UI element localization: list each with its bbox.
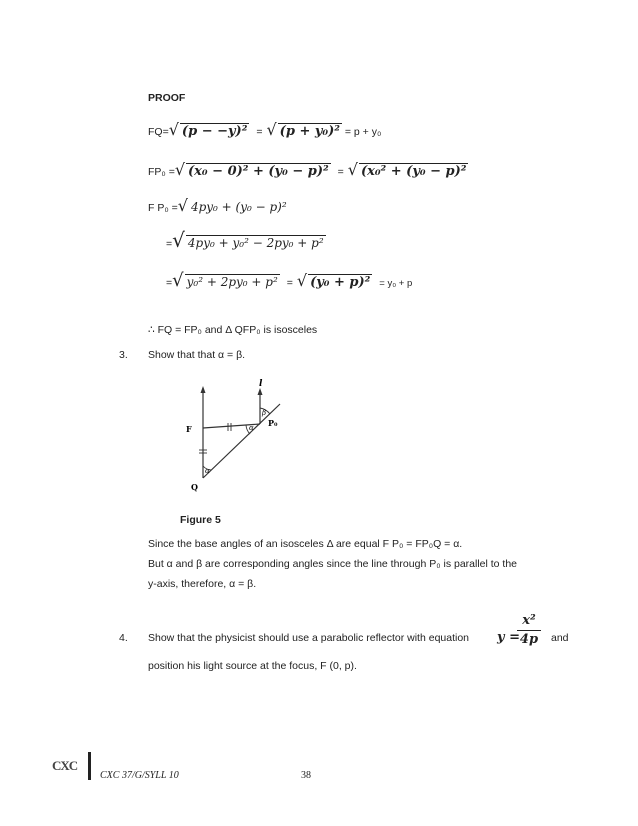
q4-numerator: x² — [517, 612, 541, 631]
label-alpha-q: α — [205, 467, 210, 475]
fp0b-radical: 4py₀ + (y₀ − p)² — [190, 200, 287, 214]
line5-rest: = y₀ + p — [379, 278, 413, 289]
explanation-line-3: y-axis, therefore, α = β. — [148, 578, 257, 590]
explanation-line-1: Since the base angles of an isosceles Δ are equal F P₀ = FP₀Q = α. — [148, 538, 463, 550]
fp0-radical-1: (x₀ − 0)² + (y₀ − p)² — [188, 164, 329, 179]
cxc-logo: CXC — [52, 758, 78, 773]
q4-eq-y: y = — [497, 630, 520, 645]
q4-and: and — [551, 632, 569, 644]
line4-radical: 4py₀ + y₀² − 2py₀ + p² — [187, 236, 324, 250]
axis-arrow — [201, 386, 206, 393]
page-number: 38 — [301, 770, 311, 781]
figure-5-diagram — [180, 378, 290, 498]
fp0-lhs: FP₀ = — [148, 166, 175, 178]
line4-eq: = — [166, 238, 173, 250]
slanted-line — [203, 404, 280, 478]
footer-code: CXC 37/G/SYLL 10 — [100, 770, 179, 781]
fq-radical-2: (p + y₀)² — [279, 124, 340, 139]
fp0-eq: = — [337, 166, 344, 178]
q4-line-2: position his light source at the focus, F (0, p). — [148, 660, 357, 672]
q4-denominator: 4p — [519, 632, 539, 647]
fq-rest: = p + y₀ — [344, 126, 382, 138]
equation-fp0: FP₀ =√ (x₀ − 0)² + (y₀ − p)² = √ (x₀² + (y₀ − p)² — [148, 160, 467, 179]
equation-fq: FQ=√ (p − −y)² = √ (p + y₀)² = p + y₀ — [148, 120, 382, 139]
q3-text: Show that that α = β. — [148, 349, 246, 361]
line5-eq2: = — [286, 277, 293, 289]
q4-fraction — [517, 612, 541, 649]
equation-line4: =√ 4py₀ + y₀² − 2py₀ + p² — [166, 228, 324, 252]
label-beta: β — [262, 409, 267, 417]
fq-radical-1: (p − −y)² — [181, 124, 248, 139]
line5-eq: = — [166, 277, 173, 289]
line-l-arrow — [258, 388, 263, 395]
equation-line5: =√ y₀² + 2py₀ + p² = √ (y₀ + p)² = y₀ + p — [166, 270, 413, 291]
label-p0: P₀ — [268, 418, 278, 428]
fp0-radical-2: (x₀² + (y₀ − p)² — [360, 164, 467, 179]
line5-radical-2: (y₀ + p)² — [310, 275, 371, 290]
conclusion-text: ∴ FQ = FP₀ and Δ QFP₀ is isosceles — [148, 324, 318, 336]
label-f: F — [186, 424, 192, 434]
footer-divider — [88, 752, 91, 780]
fp0b-lhs: F P₀ = — [148, 202, 178, 214]
line5-radical-1: y₀² + 2py₀ + p² — [186, 275, 278, 289]
proof-heading: PROOF — [148, 92, 186, 104]
figure-caption: Figure 5 — [180, 514, 221, 526]
q3-number: 3. — [119, 349, 128, 361]
explanation-line-2: But α and β are corresponding angles since the line through P₀ is parallel to the — [148, 558, 518, 570]
q4-text: Show that the physicist should use a parabolic reflector with equation — [148, 632, 470, 644]
q4-number: 4. — [119, 632, 128, 644]
fq-lhs: FQ= — [148, 126, 169, 138]
label-q: Q — [191, 482, 198, 492]
label-alpha-p0: α — [249, 424, 254, 432]
equation-fp0-b: F P₀ =√ 4py₀ + (y₀ − p)² — [148, 196, 287, 215]
fq-eq: = — [256, 126, 263, 138]
label-l: l — [259, 379, 263, 389]
